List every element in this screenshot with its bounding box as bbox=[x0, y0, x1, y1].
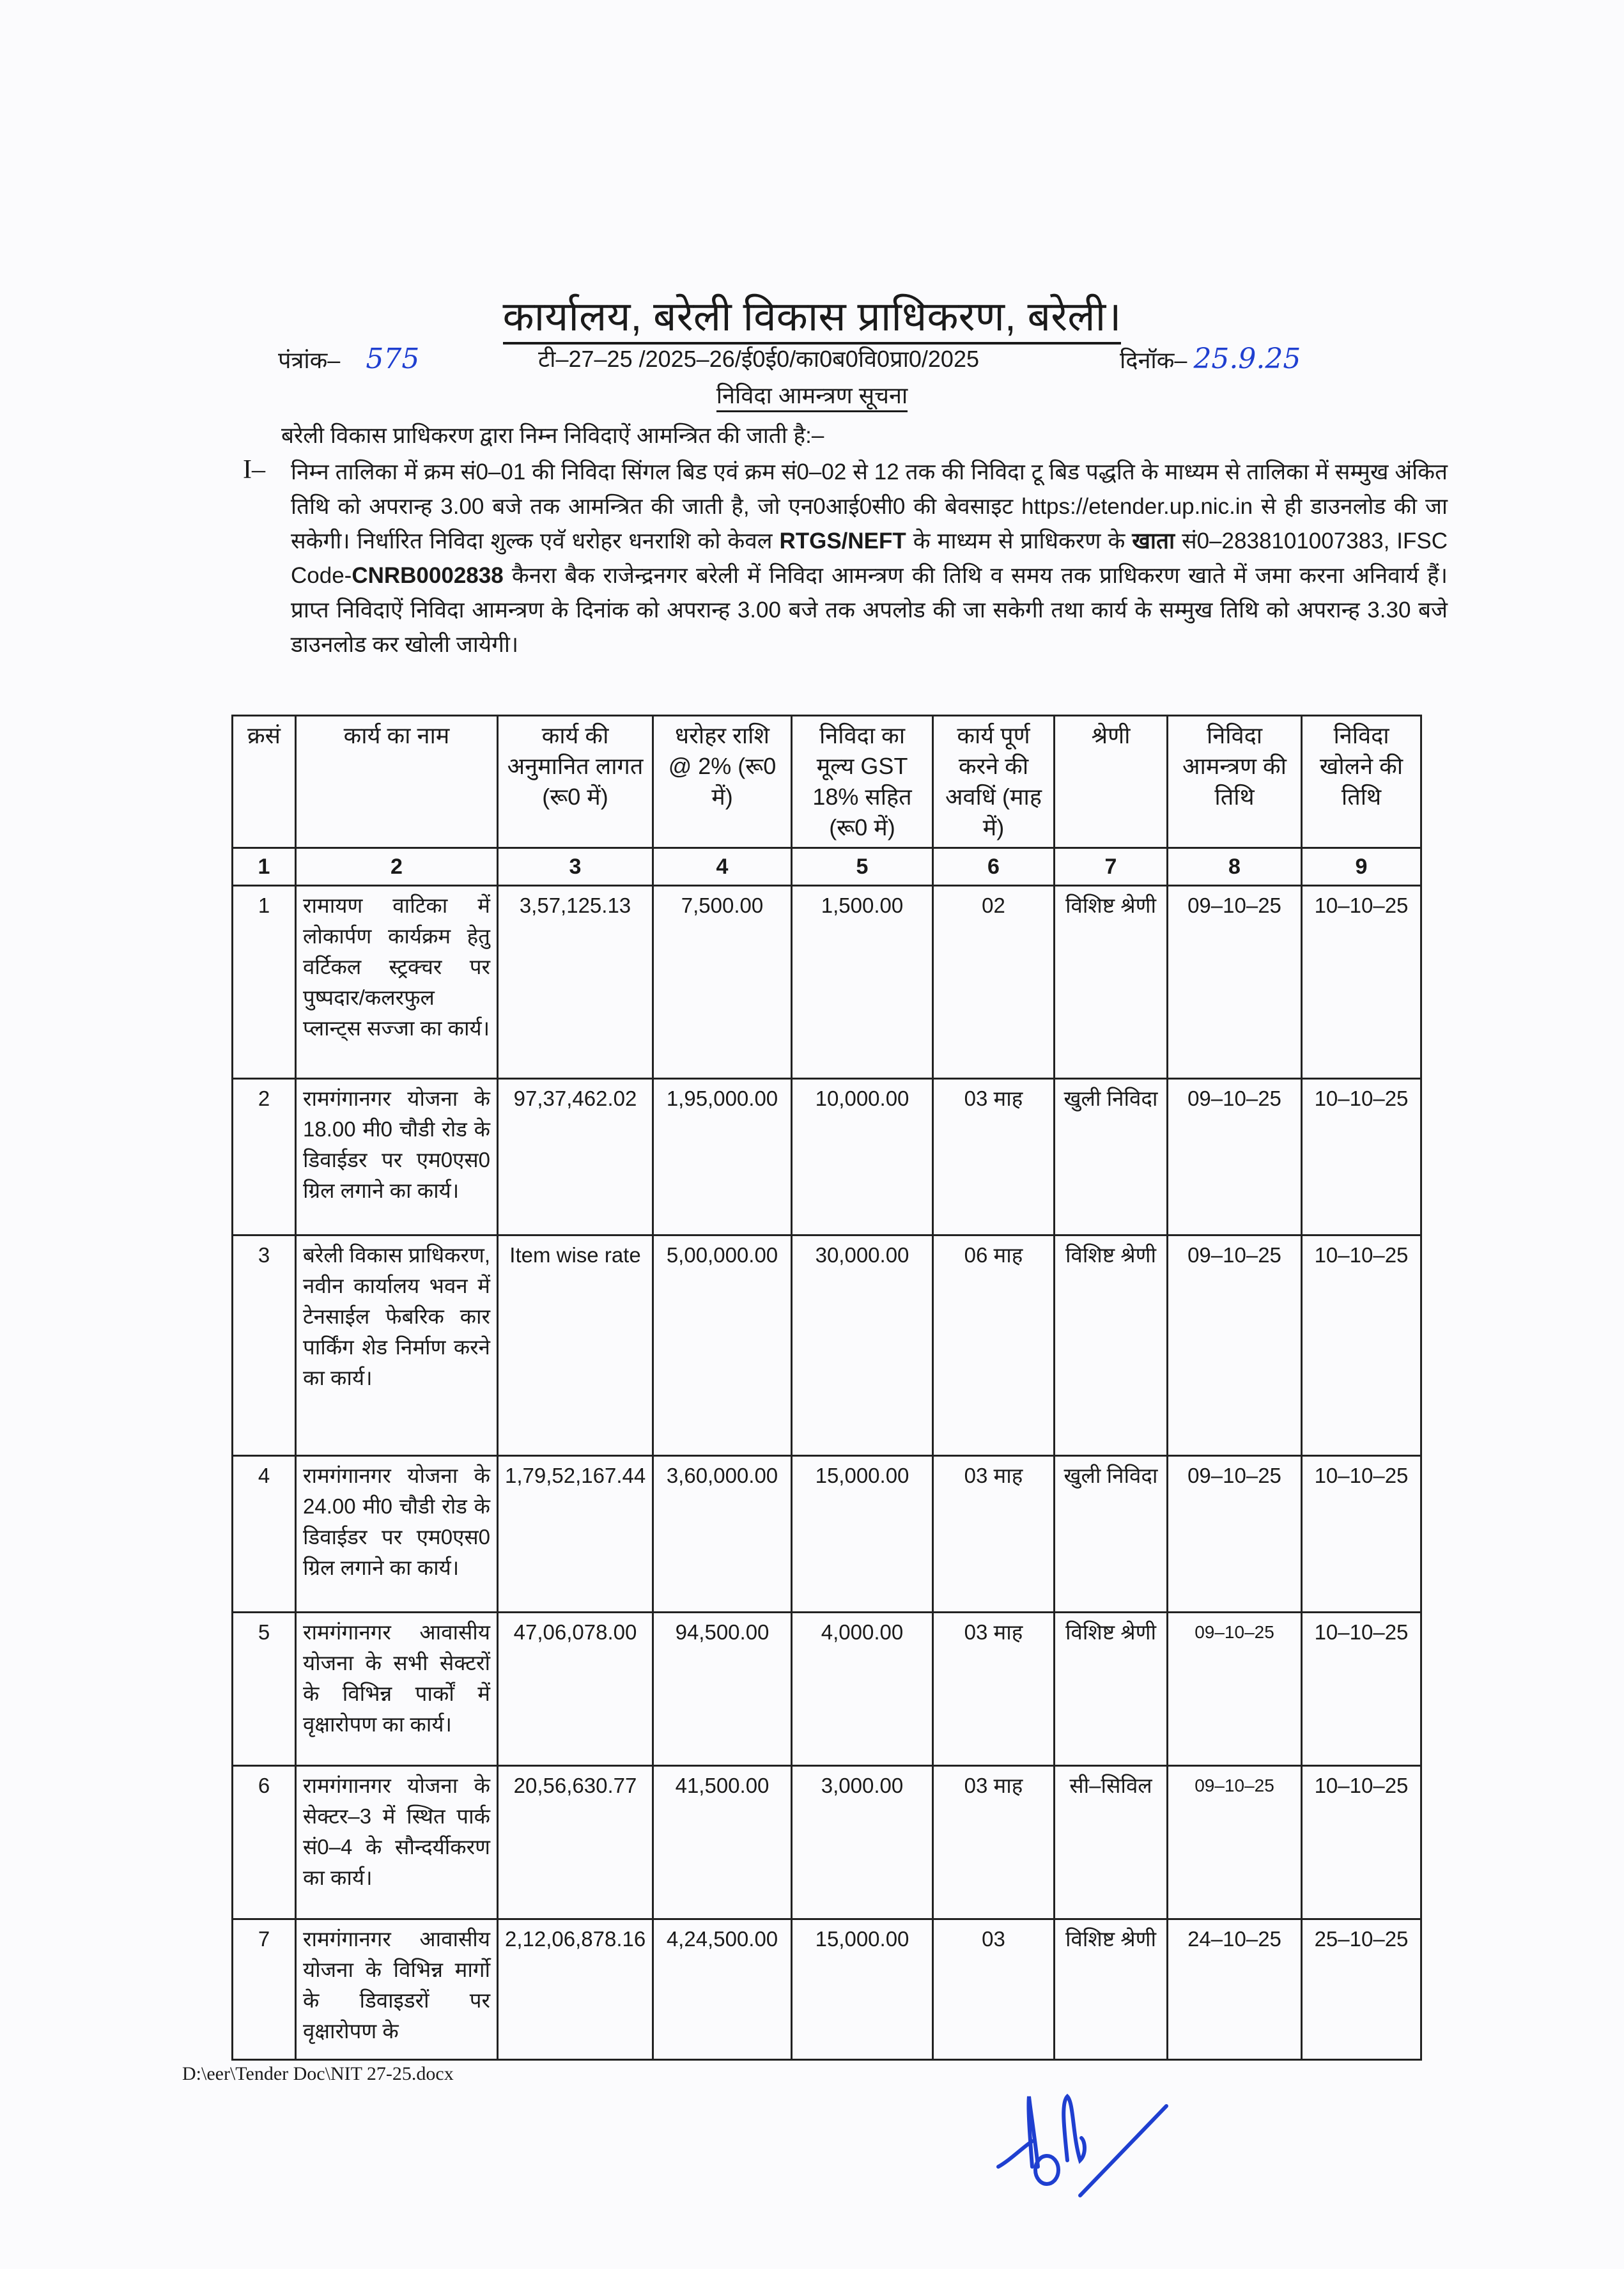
row-duration: 03 माह bbox=[933, 1456, 1055, 1613]
row-tender-fee: 3,000.00 bbox=[792, 1766, 933, 1919]
row-category: विशिष्ट श्रेणी bbox=[1055, 886, 1168, 1079]
row-invite-date: 09–10–25 bbox=[1168, 1766, 1302, 1919]
ifsc-code: CNRB0002838 bbox=[352, 563, 504, 588]
row-open-date: 10–10–25 bbox=[1302, 1079, 1421, 1235]
row-emd: 4,24,500.00 bbox=[653, 1919, 792, 2060]
row-invite-date: 09–10–25 bbox=[1168, 886, 1302, 1079]
row-emd: 5,00,000.00 bbox=[653, 1235, 792, 1456]
signature-image bbox=[971, 2071, 1240, 2221]
row-emd: 3,60,000.00 bbox=[653, 1456, 792, 1613]
col-header-category: श्रेणी bbox=[1055, 716, 1168, 848]
table-row bbox=[233, 1079, 1421, 1235]
row-open-date: 10–10–25 bbox=[1302, 1613, 1421, 1766]
row-tender-fee: 15,000.00 bbox=[792, 1919, 933, 2060]
column-number: 9 bbox=[1302, 848, 1421, 886]
column-number: 2 bbox=[296, 848, 498, 886]
row-duration: 06 माह bbox=[933, 1235, 1055, 1456]
row-sn: 3 bbox=[233, 1235, 296, 1456]
row-invite-date: 09–10–25 bbox=[1168, 1235, 1302, 1456]
row-tender-fee: 10,000.00 bbox=[792, 1079, 933, 1235]
row-tender-fee: 1,500.00 bbox=[792, 886, 933, 1079]
row-tender-fee: 15,000.00 bbox=[792, 1456, 933, 1613]
col-header-emd: धरोहर राशि @ 2% (रू0 में) bbox=[653, 716, 792, 848]
row-duration: 03 bbox=[933, 1919, 1055, 2060]
row-open-date: 10–10–25 bbox=[1302, 886, 1421, 1079]
row-duration: 03 माह bbox=[933, 1613, 1055, 1766]
row-invite-date: 24–10–25 bbox=[1168, 1919, 1302, 2060]
row-estimated-cost: 47,06,078.00 bbox=[498, 1613, 653, 1766]
table-row bbox=[233, 1766, 1421, 1919]
table-row bbox=[233, 1613, 1421, 1766]
col-header-duration: कार्य पूर्ण करने की अवधिं (माह में) bbox=[933, 716, 1055, 848]
row-estimated-cost: 2,12,06,878.16 bbox=[498, 1919, 653, 2060]
table-row bbox=[233, 1235, 1421, 1456]
column-number: 5 bbox=[792, 848, 933, 886]
col-header-invite-date: निविदा आमन्त्रण की तिथि bbox=[1168, 716, 1302, 848]
row-work-name: रामगंगानगर आवासीय योजना के सभी सेक्टरों के विभिन्न पार्कों में वृक्षारोपण का कार्य। bbox=[296, 1613, 498, 1766]
row-sn: 6 bbox=[233, 1766, 296, 1919]
payment-mode: RTGS/NEFT bbox=[779, 529, 906, 554]
column-number: 6 bbox=[933, 848, 1055, 886]
row-category: सी–सिविल bbox=[1055, 1766, 1168, 1919]
row-work-name: रामगंगानगर योजना के 24.00 मी0 चौडी रोड के डिवाईडर पर एम0एस0 ग्रिल लगाने का कार्य। bbox=[296, 1456, 498, 1613]
notice-paragraph: निम्न तालिका में क्रम सं0–01 की निविदा सिंगल बिड एवं क्रम सं0–02 से 12 तक की निविदा टू बिड पद्धति के माध्यम से तालिका में सम्मुख अंकित तिथि को अपरान्ह 3.00 बजे तक आमन्त्रित की जाती है, जो एन0आई0सी0 की बेवसाइट https://etender.up.nic.in से ही डाउनलोड की जा सकेगी। निर्धारित निविदा शुल्क एवॅ धरोहर धनराशि को केवल RTGS/NEFT के माध्यम से प्राधिकरण के खाता सं0–2838101007383, IFSC Code-CNRB0002838 कैनरा बैक राजेन्द्रनगर बरेली में निविदा आमन्त्रण की तिथि व समय तक प्राधिकरण खाते में जमा करना अनिवार्य हैं। प्राप्त निविदाऐं निविदा आमन्त्रण के दिनांक को अपरान्ह 3.00 बजे तक अपलोड की जा सकेगी तथा कार्य के सम्मुख तिथि को अपरान्ह 3.30 बजे डाउनलोड कर खोली जायेगी। bbox=[291, 460, 1448, 657]
table-header-row bbox=[233, 716, 1421, 848]
row-sn: 2 bbox=[233, 1079, 296, 1235]
row-open-date: 10–10–25 bbox=[1302, 1766, 1421, 1919]
col-header-sn: क्रसं bbox=[233, 716, 296, 848]
row-tender-fee: 30,000.00 bbox=[792, 1235, 933, 1456]
issue-date bbox=[1120, 345, 1301, 375]
row-duration: 03 माह bbox=[933, 1079, 1055, 1235]
row-category: खुली निविदा bbox=[1055, 1456, 1168, 1613]
reference-number: टी–27–25 /2025–26/ई0ई0/का0ब0वि0प्रा0/2025 bbox=[538, 346, 979, 372]
row-emd: 7,500.00 bbox=[653, 886, 792, 1079]
row-estimated-cost: 3,57,125.13 bbox=[498, 886, 653, 1079]
row-sn: 7 bbox=[233, 1919, 296, 2060]
row-work-name: रामगंगानगर योजना के सेक्टर–3 में स्थित पार्क सं0–4 के सौन्दर्यीकरण का कार्य। bbox=[296, 1766, 498, 1919]
column-number: 1 bbox=[233, 848, 296, 886]
row-invite-date: 09–10–25 bbox=[1168, 1613, 1302, 1766]
col-header-tender-fee: निविदा का मूल्य GST 18% सहित (रू0 में) bbox=[792, 716, 933, 848]
row-sn: 1 bbox=[233, 886, 296, 1079]
row-sn: 5 bbox=[233, 1613, 296, 1766]
col-header-estimated-cost: कार्य की अनुमानित लागत (रू0 में) bbox=[498, 716, 653, 848]
row-estimated-cost: Item wise rate bbox=[498, 1235, 653, 1456]
row-emd: 94,500.00 bbox=[653, 1613, 792, 1766]
file-path: D:\eer\Tender Doc\NIT 27-25.docx bbox=[182, 2063, 454, 2084]
row-sn: 4 bbox=[233, 1456, 296, 1613]
row-work-name: बरेली विकास प्राधिकरण, नवीन कार्यालय भवन में टेनसाईल फेबरिक कार पार्किंग शेड निर्माण करने का कार्य। bbox=[296, 1235, 498, 1456]
date-handwritten: 25.9.25 bbox=[1193, 343, 1301, 375]
row-estimated-cost: 1,79,52,167.44 bbox=[498, 1456, 653, 1613]
row-estimated-cost: 20,56,630.77 bbox=[498, 1766, 653, 1919]
row-work-name: रामगंगानगर योजना के 18.00 मी0 चौडी रोड के डिवाईडर पर एम0एस0 ग्रिल लगाने का कार्य। bbox=[296, 1079, 498, 1235]
col-header-open-date: निविदा खोलने की तिथि bbox=[1302, 716, 1421, 848]
row-tender-fee: 4,000.00 bbox=[792, 1613, 933, 1766]
letter-number-label: पंत्रांक– bbox=[278, 347, 341, 373]
letter-number-handwritten: 575 bbox=[366, 343, 420, 375]
row-category: विशिष्ट श्रेणी bbox=[1055, 1919, 1168, 2060]
table-row bbox=[233, 1919, 1421, 2060]
row-emd: 41,500.00 bbox=[653, 1766, 792, 1919]
row-work-name: रामायण वाटिका में लोकार्पण कार्यक्रम हेतु वर्टिकल स्ट्रक्चर पर पुष्पदार/कलरफुल प्लान्ट्स सज्जा का कार्य। bbox=[296, 886, 498, 1079]
row-open-date: 10–10–25 bbox=[1302, 1235, 1421, 1456]
column-number: 4 bbox=[653, 848, 792, 886]
row-work-name: रामगंगानगर आवासीय योजना के विभिन्न मार्गो के डिवाइडरों पर वृक्षारोपण के bbox=[296, 1919, 498, 2060]
column-number: 3 bbox=[498, 848, 653, 886]
col-header-work-name: कार्य का नाम bbox=[296, 716, 498, 848]
column-number-row bbox=[233, 848, 1421, 886]
row-category: विशिष्ट श्रेणी bbox=[1055, 1613, 1168, 1766]
tender-table bbox=[231, 715, 1422, 2061]
row-duration: 03 माह bbox=[933, 1766, 1055, 1919]
letter-number bbox=[278, 345, 419, 375]
row-invite-date: 09–10–25 bbox=[1168, 1079, 1302, 1235]
row-duration: 02 bbox=[933, 886, 1055, 1079]
notice-subtitle: निविदा आमन्त्रण सूचना bbox=[0, 382, 1624, 410]
date-label: दिनॉक– bbox=[1120, 347, 1187, 373]
row-category: खुली निविदा bbox=[1055, 1079, 1168, 1235]
column-number: 8 bbox=[1168, 848, 1302, 886]
intro-text: बरेली विकास प्राधिकरण द्वारा निम्न निविदाऐं आमन्त्रित की जाती है:– bbox=[281, 423, 824, 448]
row-category: विशिष्ट श्रेणी bbox=[1055, 1235, 1168, 1456]
column-number: 7 bbox=[1055, 848, 1168, 886]
table-row bbox=[233, 886, 1421, 1079]
office-title: कार्यालय, बरेली विकास प्राधिकरण, बरेली। bbox=[0, 291, 1624, 342]
row-invite-date: 09–10–25 bbox=[1168, 1456, 1302, 1613]
table-row bbox=[233, 1456, 1421, 1613]
paragraph-marker: I– bbox=[243, 455, 265, 484]
row-open-date: 10–10–25 bbox=[1302, 1456, 1421, 1613]
row-estimated-cost: 97,37,462.02 bbox=[498, 1079, 653, 1235]
row-emd: 1,95,000.00 bbox=[653, 1079, 792, 1235]
row-open-date: 25–10–25 bbox=[1302, 1919, 1421, 2060]
